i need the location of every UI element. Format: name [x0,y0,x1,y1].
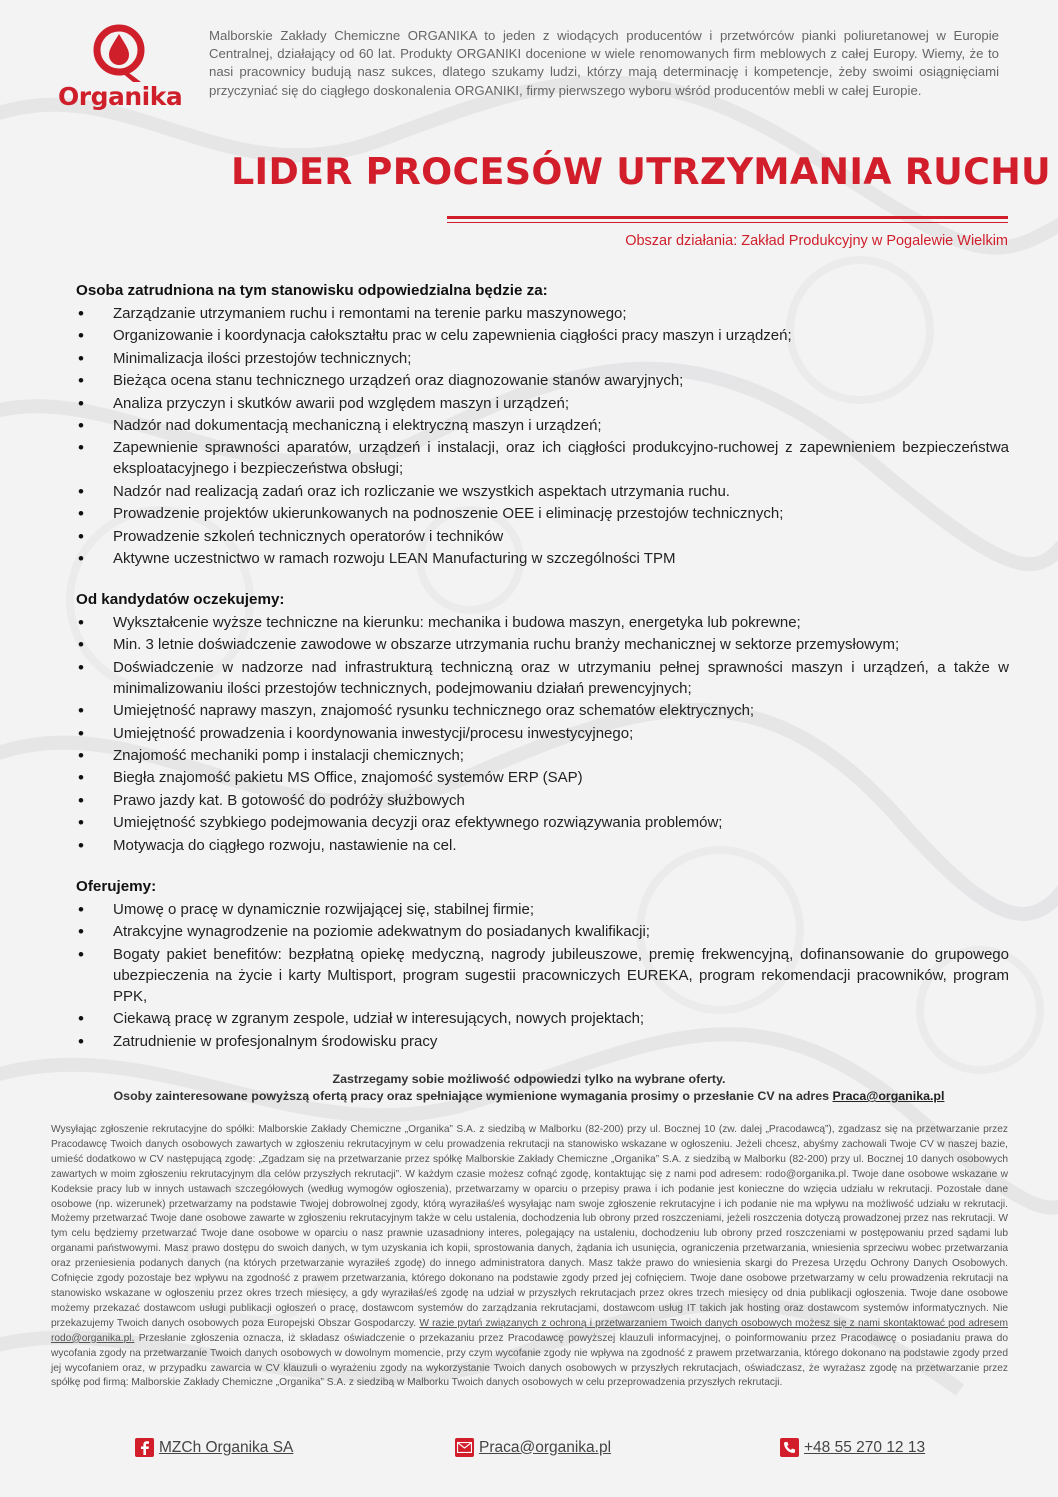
list-item: • Zapewnienie sprawności aparatów, urządzeń i instalacji, oraz ich ciągłości produkcyjno-ruchowej z zapewnieniem bezpieczeństwa eksploatacyjnego i bezpieczeństwa obsługi; [76,437,1009,479]
footer-phone-label: +48 55 270 12 13 [804,1438,926,1456]
logo-wordmark: Organika [58,82,183,111]
list-item: • Znajomość mechaniki pomp i instalacji chemicznych; [76,745,1009,766]
title-underline [447,216,1008,219]
list-item: • Doświadczenie w nadzorze nad infrastrukturą techniczną oraz w utrzymaniu pełnej sprawności maszyn i urządzeń, a także w minimalizowaniu ilości przestojów technicznych, podejmowaniu działań prewencyjnych; [76,657,1009,699]
closing-line-2 [0,1088,1058,1105]
footer-facebook-label: MZCh Organika SA [159,1438,294,1456]
gdpr-clause [51,1123,1008,1391]
company-intro: Malborskie Zakłady Chemiczne ORGANIKA to jeden z wiodących producentów i przetwórców pianki poliuretanowej w Europie Centralnej, działający od 60 lat. Produkty ORGANIKI docenione w wiele renomowanych firm meblowych z całej Europy. Wiemy, że to nasi pracownicy budują nasz sukces, dlatego szukamy ludzi, którzy mają determinację i kompetencje, żeby swoimi osiągnięciami przyczyniać się do ciągłego doskonalenia ORGANIKI, firmy pierwszego wyboru wśród producentów mebli w całej Europie. [209,28,999,98]
phone-icon [780,1438,799,1457]
footer-email[interactable] [455,1438,611,1457]
list-item: • Umowę o pracę w dynamicznie rozwijającej się, stabilnej firmie; [76,899,1009,920]
title-underline-thin [447,222,1008,223]
list-item: • Wykształcenie wyższe techniczne na kierunku: mechanika i budowa maszyn, energetyka lub pokrewne; [76,612,1009,633]
list-item: • Nadzór nad dokumentacją mechaniczną i elektryczną maszyn i urządzeń; [76,415,1009,436]
footer-email-label: Praca@organika.pl [479,1438,612,1456]
list-item: • Motywacja do ciągłego rozwoju, nastawienie na cel. [76,835,1009,856]
list-item: • Biegła znajomość pakietu MS Office, znajomość systemów ERP (SAP) [76,767,1009,788]
job-title: LIDER PROCESÓW UTRZYMANIA RUCHU [231,150,1051,193]
list-item: • Min. 3 letnie doświadczenie zawodowe w obszarze utrzymania ruchu branży mechanicznej w sektorze przemysłowym; [76,634,1009,655]
list-item: • Prawo jazdy kat. B gotowość do podróży służbowych [76,790,1009,811]
list-item: • Nadzór nad realizacją zadań oraz ich rozliczanie we wszystkich aspektach utrzymania ruchu. [76,481,1009,502]
closing-note [0,1071,1058,1105]
duties-section [76,281,1009,570]
footer-facebook[interactable] [135,1438,293,1457]
list-item: • Zatrudnienie w profesjonalnym środowisku pracy [76,1031,1009,1052]
gdpr-text-1: Wysyłając zgłoszenie rekrutacyjne do spółki: Malborskie Zakłady Chemiczne „Organika” S.A. z siedzibą w Malborku (82-200) przy ul. Bocznej 10 (zw. dalej „Pracodawcą”), zgadzasz się na przetwarzanie przez Pracodawcę Twoich danych osobowych zawartych w zgłoszeniu rekrutacyjnym w celu prowadzenia rekrutacji na stanowisko wskazane w ogłoszeniu. Jeżeli chcesz, abyśmy zachowali Twoje CV w naszej bazie, umieść dodatkowo w CV następującą zgodę: „Zgadzam się na przetwarzanie przez spółkę Malborskie Zakłady Chemiczne „Organika” S.A. z siedzibą w Malborku (82-200) przy ul. Bocznej 10 danych osobowych zawartych w moim zgłoszeniu rekrutacyjnym dla celów przyszłych rekrutacji”. W każdym czasie możesz cofnąć zgodę, kontaktując się z nami pod adresem: rodo@organika.pl. Twoje dane osobowe wskazane w Kodeksie pracy lub w innych ustawach szczegółowych (według wymogów ogłoszenia), przetwarzamy w oparciu o przepisy prawa i ich podanie jest konieczne do wzięcia udziału w rekrutacji. Pozostałe dane osobowe (np. wizerunek) przetwarzamy na podstawie Twojej dobrowolnej zgody, którą wyraziłaś/eś wysyłając nam swoje zgłoszenie rekrutacyjne i ich podanie nie ma wpływu na możliwość udziału w rekrutacji. Możemy przetwarzać Twoje dane osobowe zawarte w zgłoszeniu rekrutacyjnym także w celu ustalenia, dochodzenia lub obrony przed roszczeniami, jeżeli roszczenia dotyczą prowadzonej przez nas rekrutacji. W tym celu będziemy przetwarzać Twoje dane osobowe w oparciu o nasz prawnie uzasadniony interes, polegający na ustaleniu, dochodzeniu lub obrony przed roszczeniami w postępowaniu przed sądami lub organami państwowymi. Masz prawo dostępu do swoich danych, w tym uzyskania ich kopii, sprostowania danych, żądania ich usunięcia, ograniczenia przetwarzania, wniesienia sprzeciwu wobec przetwarzania oraz przeniesienia podanych danych (na których przetwarzanie wyraziłeś zgodę) do innego administratora danych. Masz także prawo do wniesienia skargi do Prezesa Urzędu Ochrony Danych Osobowych. Cofnięcie zgody pozostaje bez wpływu na zgodność z prawem przetwarzania, którego dokonano na podstawie zgody przed jej cofnięciem. Twoje dane osobowe przetwarzamy w celu prowadzenia rekrutacji na stanowisko wskazane w ogłoszeniu przez okres trzech miesięcy, a gdy wyraziłaś/eś zgodę na udział w przyszłych rekrutacjach przez okres trzech miesięcy od dnia publikacji ogłoszenia. Twoje dane osobowe możemy przekazać dostawcom usługi publikacji ogłoszeń o pracę, dostawcom systemów do zarządzania rekrutacjami, dostawcom usług IT takich jak hosting oraz dostawcom systemów informatycznych. Nie przekazujemy Twoich danych osobowych poza Europejski Obszar Gospodarczy. [51,1124,1008,1329]
list-item: • Organizowanie i koordynacja całokształtu prac w celu zapewnienia ciągłości pracy maszyn i urządzeń; [76,325,1009,346]
gdpr-text-2: Przesłanie zgłoszenia oznacza, iż składasz oświadczenie o przekazaniu przez Pracodawcę powyższej klauzuli informacyjnej, o poinformowaniu przez Pracodawcę o posiadaniu prawa do wycofania zgody na przetwarzanie Twoich danych osobowych w dowolnym momencie, przy czym wycofanie zgody nie wpływa na zgodność z prawem przetwarzania, którego dokonano na podstawie zgody przed jej wycofaniem oraz, w przypadku zawarcia w CV klauzuli o wyrażeniu zgody na wykorzystanie Twoich danych osobowych w przyszłych rekrutacjach, oświadczasz, że wyrażasz zgodę na przetwarzanie przez spółkę pod firmą: Malborskie Zakłady Chemiczne „Organika” S.A. z siedzibą w Malborku Twoich danych osobowych w celu przeprowadzenia przyszłych rekrutacji. [51,1332,1008,1389]
list-item: • Bieżąca ocena stanu technicznego urządzeń oraz diagnozowanie stanów awaryjnych; [76,370,1009,391]
list-item: • Umiejętność szybkiego podejmowania decyzji oraz efektywnego rozwiązywania problemów; [76,812,1009,833]
duties-heading: Osoba zatrudniona na tym stanowisku odpowiedzialna będzie za: [76,282,548,299]
closing-line-1: Zastrzegamy sobie możliwość odpowiedzi tylko na wybrane oferty. [332,1072,726,1086]
requirements-list [76,612,1009,856]
organika-logo [58,22,183,126]
list-item: • Prowadzenie szkoleń technicznych operatorów i techników [76,526,1009,547]
mail-icon [455,1438,474,1457]
requirements-section [76,590,1009,857]
facebook-icon [135,1438,154,1457]
offer-heading: Oferujemy: [76,878,157,895]
organika-drop-icon [89,22,149,84]
offer-list [76,899,1009,1052]
list-item: • Bogaty pakiet benefitów: bezpłatną opiekę medyczną, nagrody jubileuszowe, premię frekwencyjną, dofinansowanie do grupowego ubezpieczenia na życie i karty Multisport, program sugestii pracowniczych EUREKA, program rekomendacji pracowników, program PPK, [76,944,1009,1007]
list-item: • Ciekawą pracę w zgranym zespole, udział w interesujących, nowych projektach; [76,1008,1009,1029]
gdpr-contact-link[interactable]: W razie pytań związanych z ochroną i przetwarzaniem Twoich danych osobowych możesz się z nami skontaktować pod adresem rodo@organika.pl. [51,1317,1008,1344]
list-item: • Atrakcyjne wynagrodzenie na poziomie adekwatnym do posiadanych kwalifikacji; [76,921,1009,942]
list-item: • Umiejętność naprawy maszyn, znajomość rysunku technicznego oraz schematów elektrycznych; [76,700,1009,721]
list-item: • Prowadzenie projektów ukierunkowanych na podnoszenie OEE i eliminację przestojów technicznych; [76,503,1009,524]
list-item: • Aktywne uczestnictwo w ramach rozwoju LEAN Manufacturing w szczególności TPM [76,548,1009,569]
list-item: • Umiejętność prowadzenia i koordynowania inwestycji/procesu inwestycyjnego; [76,723,1009,744]
closing-line-2-text: Osoby zainteresowane powyższą ofertą pracy oraz spełniające wymienione wymagania prosimy o przesłanie CV na adres [113,1089,830,1103]
work-area: Obszar działania: Zakład Produkcyjny w Pogalewie Wielkim [625,233,1008,249]
requirements-heading: Od kandydatów oczekujemy: [76,591,285,608]
list-item: • Zarządzanie utrzymaniem ruchu i remontami na terenie parku maszynowego; [76,303,1009,324]
closing-email-link[interactable]: Praca@organika.pl [832,1089,945,1103]
footer-phone[interactable] [780,1438,925,1457]
list-item: • Minimalizacja ilości przestojów technicznych; [76,348,1009,369]
offer-section [76,877,1009,1053]
list-item: • Analiza przyczyn i skutków awarii pod względem maszyn i urządzeń; [76,393,1009,414]
duties-list [76,303,1009,569]
